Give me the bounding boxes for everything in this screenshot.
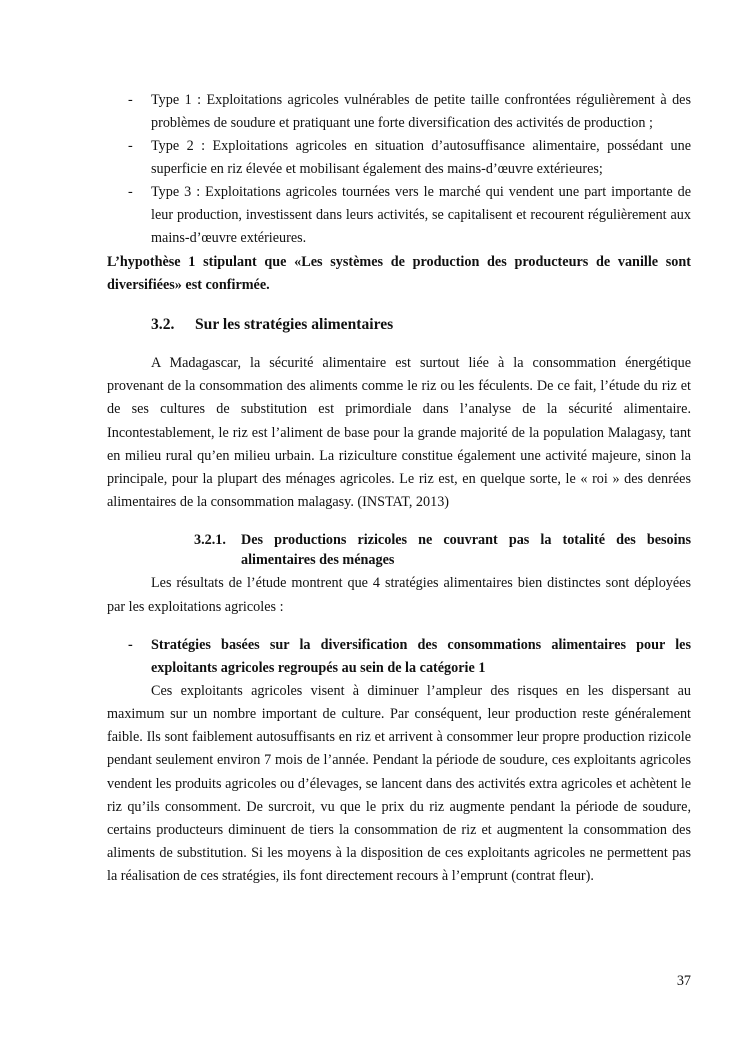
- intro-paragraph: A Madagascar, la sécurité alimentaire est surtout liée à la consommation énergétique provenant de la consommation des aliments comme le riz ou les féculents. De ce fait, l’étude du riz et de ses cultures de substitution est primordiale dans l’analyse de la sécurité alimentaire. Incontestablement, le riz est l’aliment de base pour la grande majorité de la population Malagasy, tant en milieu rural qu’en milieu urbain. La riziculture constitue également une activité majeure, sinon la principale, pour la plupart des ménages agricoles. Le riz est, en quelque sorte, le « roi » des denrées alimentaires de la consommation malagasy. (INSTAT, 2013): [107, 355, 691, 511]
- list-item-type-3: [107, 181, 691, 250]
- hypothesis-statement: L’hypothèse 1 stipulant que «Les systèmes de production des producteurs de vanille sont diversifiées» est confirmée.: [107, 254, 691, 293]
- list-item-type-2: [107, 135, 691, 181]
- section-heading: [107, 315, 691, 335]
- list-item-text: Type 2 : Exploitations agricoles en situation d’autosuffisance alimentaire, possédant une superficie en riz élevée et mobilisant également des mains-d’œuvre extérieures;: [151, 138, 691, 177]
- list-item-text: Type 1 : Exploitations agricoles vulnérables de petite taille confrontées régulièrement à des problèmes de soudure et pratiquant une forte diversification des activités de production ;: [151, 92, 691, 131]
- farm-type-list: [107, 89, 691, 250]
- strategy-paragraph: Ces exploitants agricoles visent à diminuer l’ampleur des risques en les dispersant au maximum sur un nombre important de culture. Par conséquent, leur production reste généralement faible. Ils sont faiblement autosuffisants en riz et arrivent à consommer leur propre production rizicole pendant seulement environ 7 mois de l’année. Pendant la période de soudure, ces exploitants agricoles vendent les produits agricoles ou d’élevages, se lancent dans des activités extra agricoles et achètent le riz qu’ils consomment. De surcroit, vu que le prix du riz augmente pendant la période de soudure, certains producteurs diminuent de tiers la consommation de riz et augmentent la consommation des aliments de substitution. Si les moyens à la disposition de ces exploitants agricoles ne permettent pas la réalisation de ces stratégies, ils font directement recours à l’emprunt (contrat fleur).: [107, 682, 691, 885]
- results-paragraph: Les résultats de l’étude montrent que 4 stratégies alimentaires bien distinctes sont déployées par les exploitations agricoles :: [107, 575, 691, 615]
- subsection-title: Des productions rizicoles ne couvrant pas la totalité des besoins alimentaires des ménages: [241, 532, 691, 569]
- subsection-heading: [107, 530, 691, 570]
- document-page: [107, 89, 691, 889]
- list-dash: -: [128, 184, 133, 200]
- section-title: Sur les stratégies alimentaires: [195, 316, 394, 333]
- list-dash: -: [128, 138, 133, 154]
- list-item-type-1: [107, 89, 691, 135]
- strategy-title: Stratégies basées sur la diversification des consommations alimentaires pour les exploitants agricoles regroupés au sein de la catégorie 1: [151, 636, 691, 676]
- strategy-list-item: [107, 634, 691, 680]
- list-item-text: Type 3 : Exploitations agricoles tournées vers le marché qui vendent une part importante de leur production, investissent dans leurs activités, se capitalisent et recourent régulièrement aux mains-d’œuvre extérieures.: [151, 184, 691, 246]
- list-dash: -: [128, 636, 133, 653]
- page-number: 37: [676, 973, 691, 989]
- subsection-number: 3.2.1.: [194, 532, 226, 549]
- list-dash: -: [128, 92, 133, 108]
- section-number: 3.2.: [151, 316, 175, 333]
